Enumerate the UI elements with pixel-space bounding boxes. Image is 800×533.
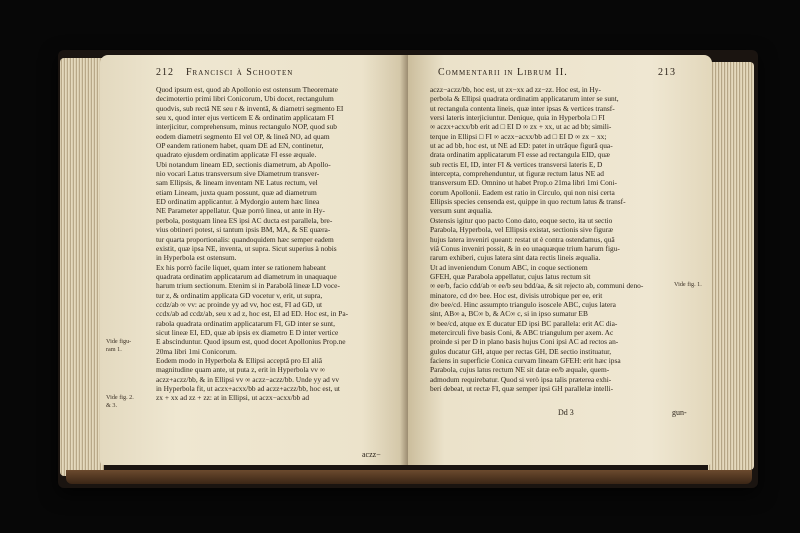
text-line: aczz−aczz/bb, hoc est, ut zx−xx ad zz−zz. Hoc est, in Hy- [430, 85, 601, 94]
text-line: quodvis, sub rectâ NE seu r & inventâ, & diametri segmento EI [156, 103, 344, 113]
right-page [408, 55, 712, 465]
text-line: ccdx/ab ad ccdz/ab, seu x ad z, hoc est, EI ad ED. Hoc est, in Pa- [156, 309, 349, 319]
text-line: beri debeat, ut rectæ FI, quæ semper ipsi GH parallelæ intelli- [430, 384, 614, 393]
text-line: existit, quæ ipsa NE, inventa, ut supra. Sicut superius à nobis [156, 243, 337, 253]
left-running-head [100, 67, 408, 81]
text-line: GFEH, quæ Parabola appellatur, cujus latus rectum sit [430, 271, 591, 281]
text-line: rarum exhiberi, cujus latera sint data rectis lineis æqualia. [430, 253, 601, 263]
text-line: zx + xx ad zz + zz: at in Ellipsi, ut aczx−acxx/bb ad [156, 393, 310, 403]
text-line: transversum ED. Omnino ut habet Prop.o 21ma libri 1mi Coni- [430, 178, 618, 188]
text-line: Parabola, cujus latus rectum NE sit datæ ee/b æquale, quem- [430, 365, 610, 375]
left-margin-note-2: Vide fig. 2. & 3. [106, 394, 134, 409]
text-line: hujus latera inveniri queant: restat ut è contra ostendamus, quâ [430, 234, 615, 244]
page-edges-right [708, 62, 754, 470]
text-line: Ex his porrò facile liquet, quam inter se rationem habeant [156, 262, 326, 272]
right-margin-note-1: Vide fig. 1. [674, 281, 702, 288]
signature-mark: Dd 3 [558, 408, 574, 417]
book-cover-edge [66, 470, 752, 484]
text-line: proinde si per D in plano basis hujus Coni ipsi AC ad rectos an- [430, 337, 619, 347]
text-line: ut ac ad bb, hoc est, ut NE ad ED: patet in utrâque figurâ qua- [430, 141, 613, 151]
text-line: faciens in superficie Conica curvam lineam GFEH: erit hæc ipsa [430, 355, 621, 365]
text-line: in Hyperbola est ostensum. [156, 253, 237, 263]
text-line: ∞ aczx+acxx/bb erit ad □ EI D ∞ zx + xx, ut ac ad bb; simili- [430, 122, 612, 132]
left-margin-note-1: Vide figu- ram 1. [106, 338, 132, 353]
text-line: etiam Lineam, juxta quam possunt, quæ ad diametrum [156, 187, 317, 197]
text-line: versum sunt æqualia. [430, 206, 493, 216]
text-line: tur z, & ordinatim applicata GD vocetur v, erit, ut supra, [156, 290, 323, 300]
text-line: Ellipsis species censenda est, quippe in quo rectum latus & transf- [430, 197, 626, 207]
text-line: versi lateris interjiciuntur. Denique, quia in Hyperbola □ FI [430, 113, 605, 123]
text-line: intercepta, comprehenduntur, ut figuræ rectum latus NE ad [430, 169, 604, 179]
text-line: metercirculi five basis Coni, & ABC triangulum per axem. Ac [430, 327, 614, 337]
text-line: sint, AB∞ a, BC∞ b, & AC∞ c, si in ipso sumatur EB [430, 309, 588, 319]
text-line: nio vocari Latus transversum sive Diametrum transver- [156, 169, 320, 179]
left-page-number: 212 [156, 67, 174, 78]
left-running-title: Francisci à Schooten [186, 67, 294, 78]
right-page-number: 213 [658, 67, 676, 78]
text-line: ut rectangula contenta lineis, quæ inter ipsas & vertices transf- [430, 103, 615, 113]
text-line: sicut lineæ EI, ED, quæ ab ipsis ex diametro E D inter vertice [156, 327, 339, 337]
text-line: ED ordinatim applicantur. à Mydorgio autem hæc linea [156, 197, 320, 207]
left-page-text [156, 85, 396, 403]
page-edges-left [60, 58, 104, 476]
text-line: quadrato ejusdem ordinatim applicatæ FI esse æquale. [156, 150, 317, 160]
text-line: viâ Conus inveniri possit, & in eo unaquæque trium harum figu- [430, 243, 620, 253]
text-line: aczz+aczz/bb, & in Ellipsi vv ∞ aczz−aczz/bb. Unde yy ad vv [156, 374, 340, 384]
text-line: corum Apollonii. Eadem est ratio in Circulo, qui non nisi certa [430, 187, 615, 197]
text-line: sub rectis EI, ID, inter FI & vertices transversi lateris E, D [430, 159, 603, 169]
text-line: d∞ bee/cd. Hinc assumpto triangulo isoscele ABC, cujus latera [430, 299, 616, 309]
text-line: gulos ducatur GH, atque per rectas GH, DE sectio instituatur, [430, 346, 612, 356]
text-line: in Hyperbola fit, ut aczx+acxx/bb ad aczz+aczz/bb, hoc est, ut [156, 384, 340, 393]
text-line: decimotertio primi libri Conicorum, Ubi docet, rectangulum [156, 94, 334, 104]
text-line: vius obtineri potest, si tantum ipsis BM, MA, & SE quæra- [156, 225, 331, 235]
text-line: Ut ad inveniendum Conum ABC, in coque sectionem [430, 262, 588, 272]
text-line: NE Parameter appellatur. Quæ porrò linea, ut ante in Hy- [156, 206, 325, 216]
text-line: eodem diametri segmento EI vel OP, & lineâ NO, ad quam [156, 131, 330, 141]
text-line: 20ma libri 1mi Conicorum. [156, 346, 237, 356]
text-line: ccdz/ab ∞ vv: ac proinde yy ad vv, hoc est, FI ad GD, ut [156, 299, 323, 309]
text-line: magnitudine quam ante, ut puta z, erit in Hyperbola vv ∞ [156, 365, 326, 375]
text-line: ∞ ee/b, facio cdd/ab ∞ ee/b seu bdd/aa, & sit rejecto ab, communi deno- [430, 281, 644, 291]
text-line: Parabola, Hyperbola, vel Ellipsis existat, sectionis sive figuræ [430, 225, 614, 235]
right-catchword: gun- [672, 408, 687, 417]
left-page [100, 55, 408, 465]
text-line: interjicitur, comprehensum, minus rectangulo NOP, quod sub [156, 122, 337, 132]
text-line: perbola & Ellipsi quadrata ordinatim applicatarum inter se sunt, [430, 94, 619, 104]
text-line: sam Ellipsis, & lineam inventam NE Latus rectum, vel [156, 178, 318, 188]
text-line: E abscinduntur. Quod ipsum est, quod docet Apollonius Prop.ne [156, 337, 346, 347]
text-line: seu x, quod inter ejus verticem E & ordinatim applicatam FI [156, 113, 334, 123]
text-line: Eodem modo in Hyperbola & Ellipsi acceptâ pro EI aliâ [156, 355, 323, 365]
text-line: admodum requirebatur. Quod si verò ipsa talis præterea exhi- [430, 374, 612, 384]
right-page-text [430, 85, 670, 393]
text-line: terque in Ellipsi □ FI ∞ aczx−acxx/bb ad □ EI D ∞ zx − xx; [430, 131, 607, 141]
text-line: OP eandem rationem habet, quam DE ad EN, continetur, [156, 141, 324, 151]
text-line: harum trium sectionum. Etenim si in Parabolâ lineæ LD voce- [156, 281, 340, 291]
text-line: perbola, postquam linea ES ipsi AC ducta est parallela, bre- [156, 215, 333, 225]
text-line: quadrata ordinatim applicatarum ad diametrum in unaquaque [156, 271, 337, 281]
text-line: drata ordinatim applicatarum FI esse ad rectangula EID, quæ [430, 150, 610, 160]
text-line: Quod ipsum est, quod ab Apollonio est ostensum Theoremate [156, 85, 338, 94]
left-catchword: aczz− [362, 450, 381, 459]
text-line: ∞ bee/cd, atque ex E ducatur ED ipsi BC parallela: erit AC dia- [430, 318, 618, 328]
text-line: tur quarta proportionalis: quandoquidem hæc semper eadem [156, 234, 334, 244]
text-line: rabola quadrata ordinatim applicatarum FI, GD inter se sunt, [156, 318, 335, 328]
text-line: minatore, cd d∞ bee. Hoc est, divisis utrobique per ee, erit [430, 290, 603, 300]
text-line: Ostensis igitur quo pacto Cono dato, eoque secto, ita ut sectio [430, 215, 613, 225]
right-running-head [408, 67, 712, 81]
text-line: Ubi notandum lineam ED, sectionis diametrum, ab Apollo- [156, 159, 331, 169]
right-running-title: Commentarii in Librum II. [438, 67, 568, 78]
